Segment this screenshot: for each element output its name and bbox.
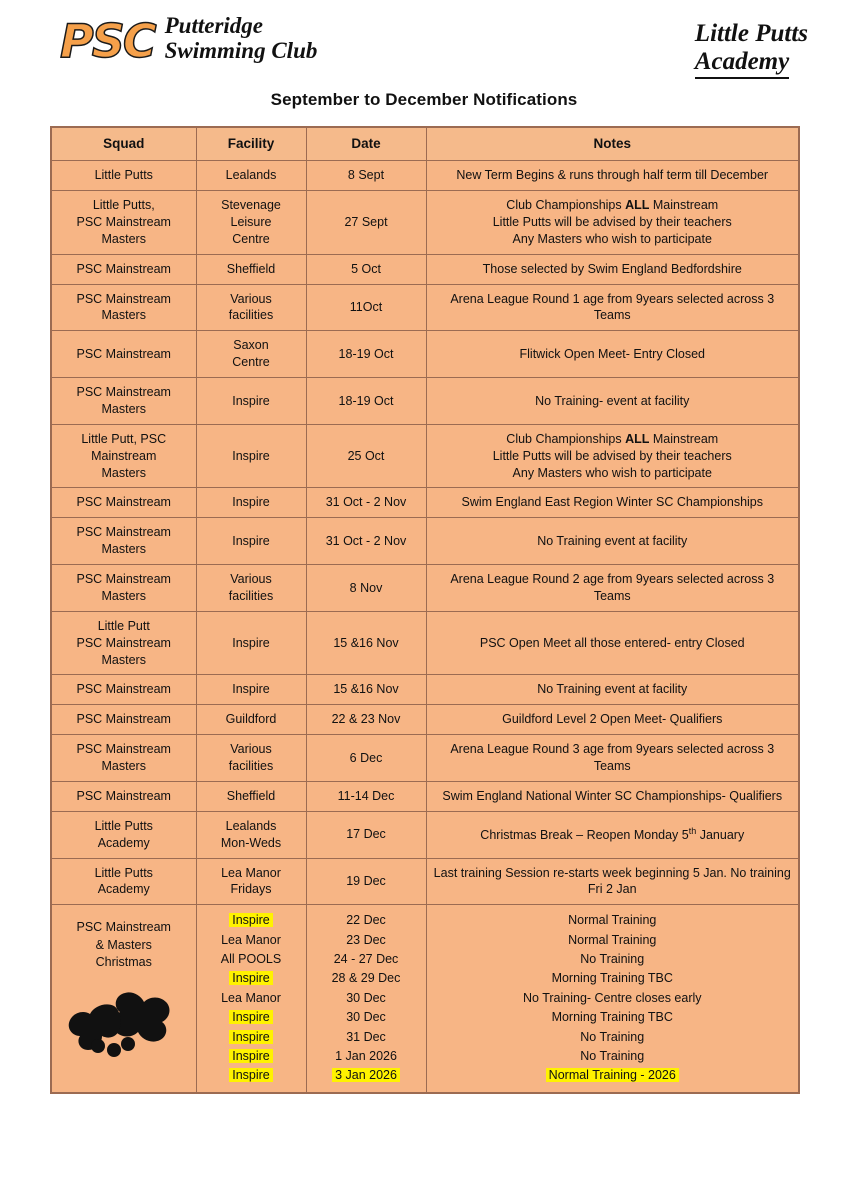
cell-squad: PSC Mainstream Masters [51,735,196,782]
cell-squad: Little Putt, PSC Mainstream Masters [51,424,196,488]
schedule-table [50,126,800,1094]
table-row [51,735,799,782]
cell-date: 31 Oct - 2 Nov [306,488,426,518]
cell-date: 31 Oct - 2 Nov [306,518,426,565]
cell-date-christmas: 22 Dec 23 Dec 24 - 27 Dec 28 & 29 Dec 30 Dec 30 Dec 31 Dec 1 Jan 2026 3 Jan 2026 [306,905,426,1093]
cell-squad: PSC Mainstream Masters [51,378,196,425]
cell-date: 8 Nov [306,565,426,612]
column-header-squad: Squad [51,127,196,161]
cell-facility: Guildford [196,705,306,735]
table-row [51,331,799,378]
table-row [51,565,799,612]
cell-notes: Christmas Break – Reopen Monday 5th January [426,811,799,858]
table-row [51,424,799,488]
cell-squad: PSC Mainstream [51,675,196,705]
table-row [51,254,799,284]
little-putts-academy-logo [695,14,808,79]
psc-logo-line1: Putteridge [164,13,263,39]
cell-notes: Last training Session re-starts week beginning 5 Jan. No training Fri 2 Jan [426,858,799,905]
cell-facility: Lealands Mon-Weds [196,811,306,858]
psc-logo-text [165,14,318,64]
table-row [51,191,799,255]
psc-logo-line2: Swimming Club [164,38,318,63]
schedule-table-wrap [0,126,848,1094]
cell-squad: Little Putt PSC Mainstream Masters [51,611,196,675]
cell-facility: Inspire [196,675,306,705]
cell-squad: PSC Mainstream Masters [51,518,196,565]
cell-date: 15 &16 Nov [306,611,426,675]
cell-date: 6 Dec [306,735,426,782]
cell-notes: Flitwick Open Meet- Entry Closed [426,331,799,378]
table-row [51,811,799,858]
cell-squad: PSC Mainstream Masters [51,565,196,612]
table-row [51,284,799,331]
cell-squad: PSC Mainstream [51,488,196,518]
cell-facility: Various facilities [196,284,306,331]
cell-squad: PSC Mainstream [51,331,196,378]
cell-date: 11-14 Dec [306,781,426,811]
table-row [51,611,799,675]
column-header-notes: Notes [426,127,799,161]
cell-notes: Arena League Round 3 age from 9years selected across 3 Teams [426,735,799,782]
table-row [51,518,799,565]
table-row [51,705,799,735]
cell-notes: Those selected by Swim England Bedfordshire [426,254,799,284]
cell-date: 25 Oct [306,424,426,488]
cell-facility: Inspire [196,518,306,565]
cell-notes: Club Championships ALL Mainstream Little Putts will be advised by their teachers Any Masters who wish to participate [426,424,799,488]
cell-facility: Inspire [196,378,306,425]
cell-facility: Inspire [196,424,306,488]
column-header-facility: Facility [196,127,306,161]
cell-date: 22 & 23 Nov [306,705,426,735]
little-putts-academy-line2: Academy [695,48,789,79]
cell-notes: No Training event at facility [426,675,799,705]
document-header [0,0,848,84]
cell-date: 8 Sept [306,161,426,191]
table-body [51,161,799,1093]
cell-notes: Swim England National Winter SC Championships- Qualifiers [426,781,799,811]
cell-facility: Various facilities [196,565,306,612]
cell-squad: PSC Mainstream [51,781,196,811]
cell-date: 27 Sept [306,191,426,255]
cell-facility: Sheffield [196,254,306,284]
cell-squad: PSC Mainstream [51,254,196,284]
cell-notes: Arena League Round 2 age from 9years selected across 3 Teams [426,565,799,612]
cell-facility: Various facilities [196,735,306,782]
psc-logo [60,13,318,68]
cell-squad: Little Putts Academy [51,811,196,858]
table-header-row [51,127,799,161]
table-row [51,161,799,191]
cell-facility: Inspire [196,488,306,518]
cell-notes: New Term Begins & runs through half term till December [426,161,799,191]
cell-date: 15 &16 Nov [306,675,426,705]
psc-logo-mark: PSC [60,14,155,68]
little-putts-academy-line1: Little Putts [694,20,808,47]
cell-notes-christmas: Normal Training Normal Training No Training Morning Training TBC No Training- Centre closes early Morning Training TBC No Training No Training Normal Training - 2026 [426,905,799,1093]
cell-facility-christmas: Inspire Lea Manor All POOLS Inspire Lea Manor Inspire Inspire Inspire Inspire [196,905,306,1093]
cell-notes: No Training event at facility [426,518,799,565]
cell-squad: Little Putts [51,161,196,191]
cell-facility: Lealands [196,161,306,191]
cell-notes: No Training- event at facility [426,378,799,425]
cell-squad: PSC Mainstream Masters [51,284,196,331]
cell-notes: PSC Open Meet all those entered- entry Closed [426,611,799,675]
cell-squad: Little Putts, PSC Mainstream Masters [51,191,196,255]
cell-squad: Little Putts Academy [51,858,196,905]
page-title: September to December Notifications [270,90,578,109]
cell-date: 5 Oct [306,254,426,284]
cell-date: 18-19 Oct [306,331,426,378]
table-row [51,378,799,425]
cell-facility: Sheffield [196,781,306,811]
holly-icon [56,988,192,1058]
cell-notes: Guildford Level 2 Open Meet- Qualifiers [426,705,799,735]
cell-squad: PSC Mainstream [51,705,196,735]
cell-notes: Arena League Round 1 age from 9years selected across 3 Teams [426,284,799,331]
cell-notes: Swim England East Region Winter SC Championships [426,488,799,518]
cell-facility: Stevenage Leisure Centre [196,191,306,255]
table-row [51,488,799,518]
table-row-christmas [51,905,799,1093]
column-header-date: Date [306,127,426,161]
cell-squad-christmas: PSC Mainstream & Masters Christmas [51,905,196,1093]
cell-facility: Saxon Centre [196,331,306,378]
table-row [51,858,799,905]
cell-date: 19 Dec [306,858,426,905]
cell-facility: Lea Manor Fridays [196,858,306,905]
cell-notes: Club Championships ALL Mainstream Little Putts will be advised by their teachers Any Masters who wish to participate [426,191,799,255]
table-row [51,781,799,811]
cell-date: 17 Dec [306,811,426,858]
cell-date: 11Oct [306,284,426,331]
cell-date: 18-19 Oct [306,378,426,425]
cell-facility: Inspire [196,611,306,675]
table-row [51,675,799,705]
